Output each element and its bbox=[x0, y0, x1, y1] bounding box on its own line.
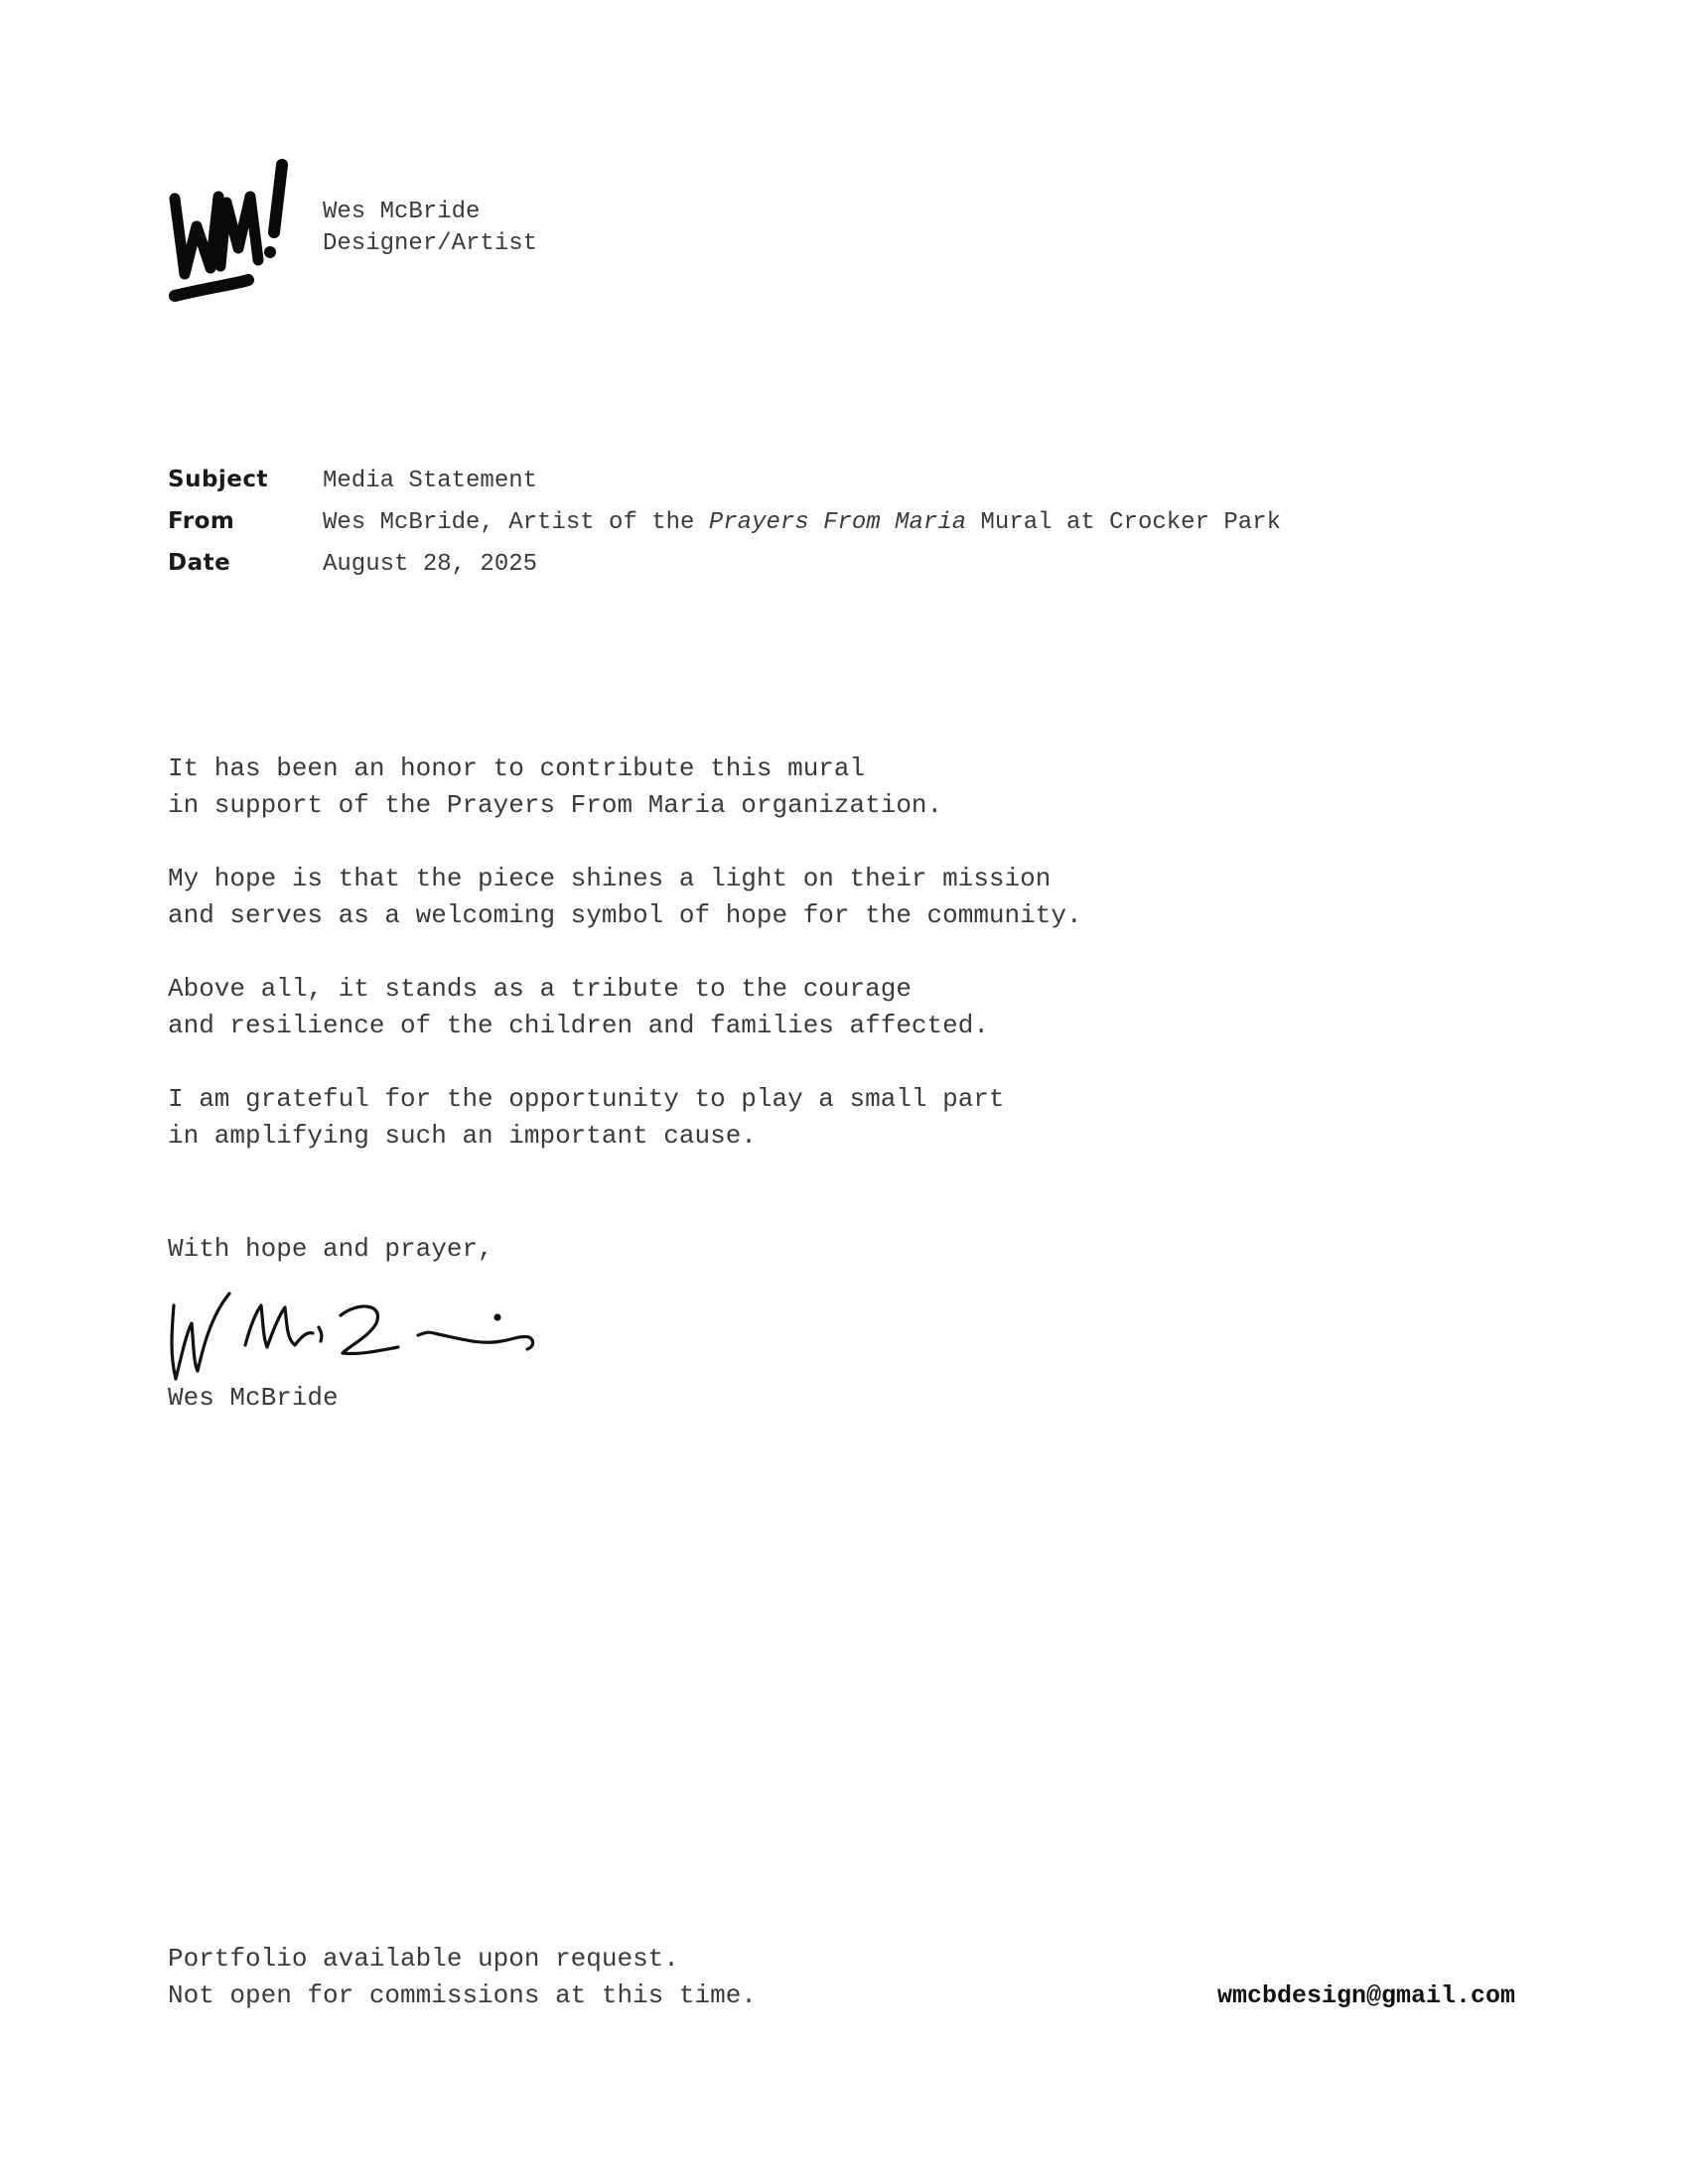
from-organization: Prayers From Maria bbox=[708, 509, 967, 536]
date-value: August 28, 2025 bbox=[323, 551, 538, 578]
paragraph-line: in amplifying such an important cause. bbox=[168, 1121, 757, 1151]
header-title: Designer/Artist bbox=[323, 230, 538, 257]
from-value bbox=[323, 509, 1281, 536]
header-identity bbox=[323, 197, 537, 260]
from-suffix: Mural at Crocker Park bbox=[966, 509, 1281, 536]
subject-label: Subject bbox=[168, 467, 269, 492]
handwritten-signature bbox=[164, 1276, 571, 1385]
wm-logo bbox=[167, 157, 301, 311]
signatory-name: Wes McBride bbox=[168, 1383, 339, 1413]
memo-metadata bbox=[168, 467, 1281, 592]
paragraph-1 bbox=[168, 751, 1082, 824]
paragraph-line: I am grateful for the opportunity to play a small part bbox=[168, 1084, 1005, 1114]
subject-row bbox=[168, 467, 1281, 508]
paragraph-2 bbox=[168, 861, 1082, 934]
contact-email[interactable]: wmcbdesign@gmail.com bbox=[1216, 1981, 1515, 2010]
subject-value: Media Statement bbox=[323, 468, 538, 494]
footer-notes bbox=[168, 1941, 757, 2014]
paragraph-line: in support of the Prayers From Maria organization. bbox=[168, 790, 943, 820]
footer-commissions-note: Not open for commissions at this time. bbox=[168, 1980, 757, 2010]
footer-portfolio-note: Portfolio available upon request. bbox=[168, 1944, 679, 1974]
paragraph-line: It has been an honor to contribute this mural bbox=[168, 753, 866, 783]
date-label: Date bbox=[168, 550, 231, 576]
from-label: From bbox=[168, 508, 235, 534]
header-name: Wes McBride bbox=[323, 199, 481, 225]
from-prefix: Wes McBride, Artist of the bbox=[323, 509, 709, 536]
closing-salutation: With hope and prayer, bbox=[168, 1234, 493, 1264]
paragraph-3 bbox=[168, 971, 1082, 1044]
paragraph-line: Above all, it stands as a tribute to the courage bbox=[168, 974, 912, 1004]
paragraph-line: and serves as a welcoming symbol of hope for the community. bbox=[168, 900, 1082, 930]
paragraph-line: My hope is that the piece shines a light on their mission bbox=[168, 864, 1052, 893]
paragraph-line: and resilience of the children and families affected. bbox=[168, 1011, 989, 1040]
date-row bbox=[168, 550, 1281, 592]
from-row bbox=[168, 508, 1281, 550]
paragraph-4 bbox=[168, 1081, 1082, 1155]
statement-body bbox=[168, 751, 1082, 1191]
